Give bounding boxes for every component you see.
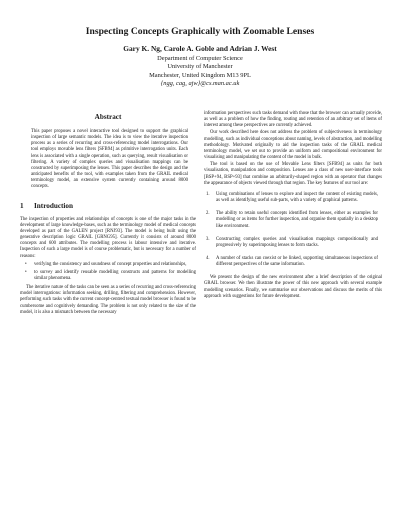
list-item: 2. The ability to retain useful concepts identified from lenses, either as examples for modelling or as items for further inspection, and organise them spatially in a desktop like environment. (206, 211, 378, 229)
author-email: {ngg, cag, ajw}@cs.man.ac.uk (160, 80, 240, 88)
bullet-icon: • (25, 269, 27, 275)
list-item: 1. Using combinations of lenses to explore and inspect the content of existing models, as well as identifying useful sub-parts, with a variety of graphical patterns. (206, 191, 378, 204)
affiliation-block (0, 55, 400, 89)
right-paragraph-1: information perspectives such tasks demand with those that the browser can actually provide, as well as a problem of how the finding, routing and retention of an arbitrary set of items of interest among these perspectives are currently achieved. (204, 111, 382, 129)
feature-list (204, 192, 382, 268)
abstract-text: This paper proposes a novel interactive tool designed to support the graphical inspection of large semantic models. The idea is to view the iterative inspection process as a series of recurring and cross-referencing model interrogations. Our tool employs movable lens filters [SFB94] as primitive interrogation units. Each lens is associated with a single operation, such as querying, result visualisation or filtering. A variety of complex queries and visualisation mappings can be constructed by superimposing the lenses. This paper describes the design and the anticipated benefits of the tool, with examples taken from the GRAIL medical terminology model, an extensive system currently containing around 8000 concepts. (31, 129, 188, 190)
affiliation-line: Manchester, United Kingdom M13 9PL (149, 71, 251, 79)
right-paragraph-4: We present the design of the new environment after a brief description of the original GRAIL browser. We then illustrate the power of this new approach with several example modelling scenarios. Finally, we summarise our observations and discuss the merits of this approach with suggestions for future development. (204, 275, 382, 299)
list-item: • to survey and identify reusable modelling constructs and patterns for modelling similar phenomena. (25, 269, 196, 281)
paper-authors: Gary K. Ng, Carole A. Goble and Adrian J. West (123, 44, 277, 53)
section-title: Introduction (34, 201, 74, 210)
abstract-body (20, 129, 196, 191)
affiliation-line: Department of Computer Science (157, 55, 243, 62)
right-paragraph-2: Our work described here does not address the problem of subjectiveness in terminology modelling, such as individual conceptions about naming, levels of abstraction, and modelling methodology. Motivated originally to aid the inspection tasks of the GRAIL medical terminology model, we set out to provide an uniform and compositional environment for visualising and manipulating the content of the model in bulk. (204, 130, 382, 161)
bullet-icon: • (25, 261, 27, 267)
right-paragraph-3: The tool is based on the use of Movable Lens filters [SFB94] as units for both visualisation, manipulation and composition. Lenses are a class of new user-interface tools [BSP+94, BSP+93] that combine an arbitrarily-shaped region with an operator that changes the appearance of objects viewed through that region. The key features of our tool are: (204, 162, 382, 186)
intro-paragraph-1: The inspection of properties and relationships of concepts is one of the major tasks in the development of large knowledge-bases, such as the terminology model of medical concepts developed as part of the GALEN project [RNJ93]. The model is being built using the generative description logic GRAIL [GRNG95]. Currently it consists of around 8000 concepts and 600 attributes. The modelling process is labour intensive and iterative. Inspection of such a large model is of course problematic, but is necessary for a number of reasons: (20, 216, 196, 259)
list-item: 4. A number of stacks can coexist or be linked, supporting simultaneous inspections of different perspectives of the same information. (206, 255, 378, 268)
section-heading-introduction (20, 202, 196, 210)
abstract-heading: Abstract (94, 113, 122, 121)
list-item: • verifying the consistency and soundness of concept properties and relationships, (25, 261, 187, 267)
paper-title: Inspecting Concepts Graphically with Zoomable Lenses (85, 26, 315, 37)
section-number: 1 (20, 201, 24, 210)
intro-paragraph-2: The iterative nature of the tasks can be seen as a series of recurring and cross-referencing model interrogations: information seeking, drilling, filtering and comprehension. However, performing such tasks with the current concept-centred textual model browser is found to be cumbersome and cognitively demanding. The problem is not only related to the size of the model, it is also a mismatch between the necessary (20, 285, 196, 315)
right-column (204, 111, 382, 300)
list-item: 3. Constructing complex queries and visualisation mappings compositionally and progressively by superimposing lenses to form stacks. (206, 236, 378, 248)
affiliation-line: University of Manchester (167, 63, 233, 71)
intro-bullet-list (20, 262, 196, 282)
left-column (20, 111, 196, 316)
